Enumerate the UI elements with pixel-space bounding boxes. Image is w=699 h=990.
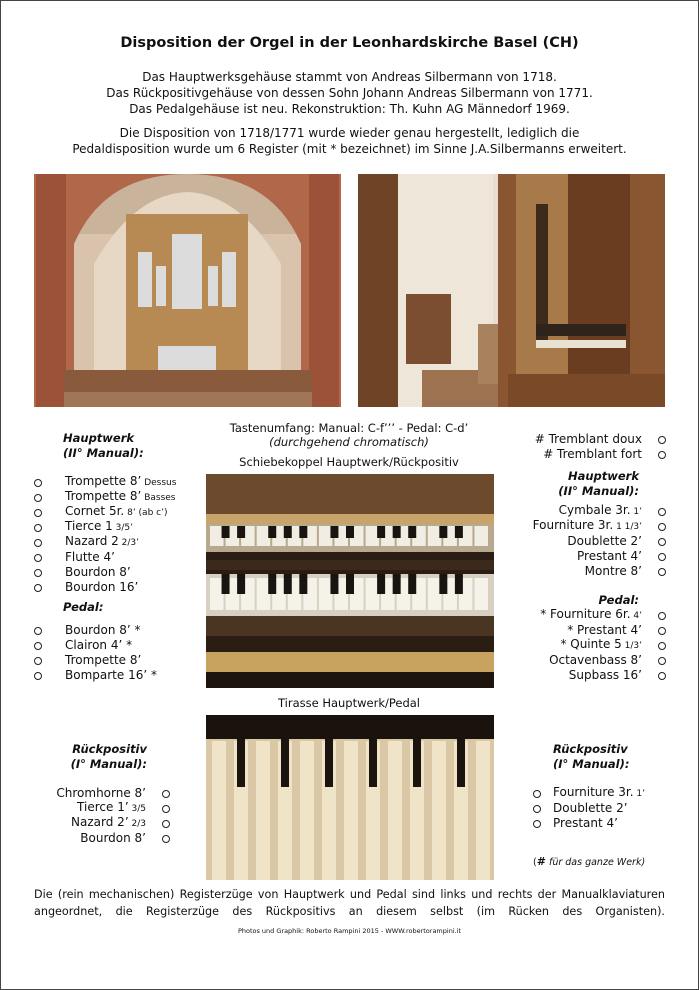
- pedal-key: [476, 741, 490, 880]
- stop-row: [500, 549, 666, 564]
- stop-name: Clairon 4’ *: [65, 638, 133, 652]
- keyboard-key: [474, 578, 488, 610]
- tremulant-list: [500, 432, 666, 462]
- stop-knob-icon[interactable]: [658, 523, 666, 531]
- stop-row: [34, 623, 157, 638]
- stop-knob-icon[interactable]: [34, 672, 42, 680]
- stop-knob-icon[interactable]: [34, 554, 42, 562]
- keyboard-sharp-key: [455, 574, 463, 594]
- pedal-key: [388, 741, 402, 880]
- pedal-sharp-key: [325, 739, 333, 787]
- stop-knob-icon[interactable]: [658, 553, 666, 561]
- keyboard-sharp-key: [393, 526, 401, 538]
- left-rp-list: [30, 786, 170, 846]
- stop-name-extra: Basses: [141, 493, 176, 503]
- pedal-sharp-key: [237, 739, 245, 787]
- stop-name: # Tremblant fort: [543, 447, 642, 461]
- right-pedal-heading: Pedal:: [598, 593, 639, 607]
- keyboard-sharp-key: [268, 526, 276, 538]
- stop-name-extra: 4’: [630, 611, 642, 621]
- keyboard-sharp-key: [330, 526, 338, 538]
- keyboard-sharp-key: [299, 526, 307, 538]
- stop-name-extra: 1 1/3’: [613, 522, 642, 532]
- stop-row: [500, 534, 666, 549]
- stop-row: [34, 550, 176, 565]
- stop-name: Cymbale 3r. 1’: [558, 503, 642, 517]
- stop-row: [500, 638, 666, 653]
- footer-line: Die (rein mechanischen) Registerzüge von Hauptwerk und Pedal sind links und rechts der Manualklaviaturen: [34, 888, 665, 901]
- range-line: Tastenumfang: Manual: C-f’’’ - Pedal: C-d’: [229, 421, 469, 435]
- stop-name: Nazard 2’ 2/3: [71, 815, 146, 829]
- keyboard-sharp-key: [284, 574, 292, 594]
- keyboard-sharp-key: [439, 526, 447, 538]
- stop-knob-icon[interactable]: [162, 805, 170, 813]
- stop-name-extra: 8’ (ab c’): [124, 508, 168, 518]
- intro-line: Die Disposition von 1718/1771 wurde wieder genau hergestellt, lediglich die: [119, 126, 580, 140]
- keyboard-sharp-key: [408, 574, 416, 594]
- stop-row: [34, 565, 176, 580]
- photo-credit: Photos und Graphik: Roberto Rampini 2015 - WWW.robertorampini.it: [237, 927, 462, 935]
- intro-block: [0, 69, 699, 117]
- stop-name: Trompette 8’ Dessus: [65, 474, 177, 488]
- right-pedal-list: [500, 608, 666, 683]
- stop-knob-icon[interactable]: [658, 451, 666, 459]
- stop-knob-icon[interactable]: [658, 568, 666, 576]
- pedal-sharp-key: [369, 739, 377, 787]
- keyboard-key: [319, 526, 333, 546]
- keyboard-sharp-key: [222, 574, 230, 594]
- stop-name: Octavenbass 8’: [549, 653, 642, 667]
- stop-knob-icon[interactable]: [533, 790, 541, 798]
- stop-name: Prestant 4’: [553, 816, 618, 830]
- range-note: (durchgehend chromatisch): [269, 435, 429, 449]
- stop-row: [533, 801, 645, 816]
- stop-knob-icon[interactable]: [533, 805, 541, 813]
- stop-name-extra: 3/5’: [112, 523, 133, 533]
- stop-name: Trompette 8’: [65, 653, 142, 667]
- right-hauptwerk-heading: Hauptwerk (II° Manual):: [558, 469, 639, 498]
- keyboard-key: [428, 526, 442, 546]
- stop-knob-icon[interactable]: [34, 642, 42, 650]
- keyboard-sharp-key: [455, 526, 463, 538]
- stop-knob-icon[interactable]: [162, 835, 170, 843]
- footer-text: [34, 886, 665, 920]
- left-hauptwerk-list: [34, 475, 176, 595]
- keyboard-sharp-key: [439, 574, 447, 594]
- left-hauptwerk-heading: Hauptwerk (II° Manual):: [63, 431, 144, 460]
- stop-name: Doublette 2’: [567, 534, 642, 548]
- pedal-key: [300, 741, 314, 880]
- stop-knob-icon[interactable]: [658, 508, 666, 516]
- stop-row: [533, 816, 645, 831]
- stop-name: Fourniture 3r. 1 1/3’: [532, 518, 642, 532]
- stop-row: [34, 475, 176, 490]
- keyboard-key: [366, 578, 380, 610]
- stop-row: [500, 623, 666, 638]
- stop-row: [533, 786, 645, 801]
- stop-knob-icon[interactable]: [162, 820, 170, 828]
- stop-name-extra: 1’: [633, 789, 645, 799]
- intro-line: Pedaldisposition wurde um 6 Register (mit * bezeichnet) im Sinne J.A.Silbermanns erweitert.: [72, 142, 627, 156]
- stop-name: # Tremblant doux: [534, 432, 642, 446]
- stop-knob-icon[interactable]: [34, 509, 42, 517]
- stop-knob-icon[interactable]: [658, 642, 666, 650]
- keyboard-sharp-key: [222, 526, 230, 538]
- keyboard-key: [428, 578, 442, 610]
- stop-knob-icon[interactable]: [658, 538, 666, 546]
- intro-line: Das Hauptwerksgehäuse stammt von Andreas Silbermann von 1718.: [142, 70, 557, 84]
- keyboard-key: [366, 526, 380, 546]
- schiebekoppel-label: Schiebekoppel Hauptwerk/Rückpositiv: [239, 455, 459, 469]
- stop-name: Cornet 5r. 8’ (ab c’): [65, 504, 168, 518]
- page-title: Disposition der Orgel in der Leonhardskirche Basel (CH): [120, 35, 579, 51]
- stop-name: * Fourniture 6r. 4’: [540, 607, 642, 621]
- left-pedal-heading: Pedal:: [63, 600, 104, 614]
- stop-knob-icon[interactable]: [34, 539, 42, 547]
- stop-knob-icon[interactable]: [34, 494, 42, 502]
- stop-row: [34, 638, 157, 653]
- stop-knob-icon[interactable]: [658, 657, 666, 665]
- tirasse-label: Tirasse Hauptwerk/Pedal: [277, 696, 421, 710]
- stop-row: [30, 786, 170, 801]
- left-rp-heading: Rückpositiv (I° Manual):: [70, 742, 147, 771]
- keyboard-sharp-key: [268, 574, 276, 594]
- pedal-sharp-key: [281, 739, 289, 787]
- intro-line: Das Rückpositivgehäuse von dessen Sohn Johann Andreas Silbermann von 1771.: [106, 86, 593, 100]
- pedal-key: [432, 741, 446, 880]
- organ-console-photo: [358, 174, 665, 407]
- right-hauptwerk-list: [500, 504, 666, 579]
- right-rp-list: [533, 786, 645, 831]
- stop-name: Montre 8’: [584, 564, 642, 578]
- keyboard-key: [257, 578, 271, 610]
- pedal-sharp-key: [413, 739, 421, 787]
- stop-name: Doublette 2’: [553, 801, 628, 815]
- stop-name: Bourdon 16’: [65, 580, 139, 594]
- pedal-key: [212, 741, 226, 880]
- organ-church-photo: [34, 174, 341, 407]
- stop-name: Supbass 16’: [568, 668, 642, 682]
- stop-name: Trompette 8’ Basses: [65, 489, 176, 503]
- stop-knob-icon[interactable]: [658, 612, 666, 620]
- keyboard-sharp-key: [299, 574, 307, 594]
- keyboard-sharp-key: [237, 574, 245, 594]
- stop-name: * Prestant 4’: [567, 623, 642, 637]
- keyboard-sharp-key: [377, 574, 385, 594]
- intro-block-2: [0, 125, 699, 157]
- stop-row: [34, 580, 176, 595]
- keyboard-sharp-key: [393, 574, 401, 594]
- intro-line: Das Pedalgehäuse ist neu. Rekonstruktion: Th. Kuhn AG Männedorf 1969.: [129, 102, 570, 116]
- stop-row: [30, 831, 170, 846]
- stop-row: [500, 564, 666, 579]
- hash-note: (# für das ganze Werk): [533, 855, 646, 868]
- stop-row: [500, 668, 666, 683]
- keyboard-sharp-key: [237, 526, 245, 538]
- keyboard-sharp-key: [346, 526, 354, 538]
- keyboard-sharp-key: [330, 574, 338, 594]
- stop-row: [500, 608, 666, 623]
- stop-name: Fourniture 3r. 1’: [553, 785, 645, 799]
- stop-knob-icon[interactable]: [34, 627, 42, 635]
- stop-knob-icon[interactable]: [34, 524, 42, 532]
- stop-name-extra: 3/5: [128, 804, 146, 814]
- keyboard-key: [474, 526, 488, 546]
- stop-row: [500, 653, 666, 668]
- stop-name: Tierce 1 3/5’: [65, 519, 133, 533]
- stop-knob-icon[interactable]: [533, 820, 541, 828]
- stop-row: [34, 535, 176, 550]
- stop-name: Bourdon 8’: [65, 565, 131, 579]
- keyboard-key: [319, 578, 333, 610]
- pedalboard-photo: [206, 715, 494, 880]
- stop-name: Bourdon 8’: [80, 831, 146, 845]
- stop-row: [30, 816, 170, 831]
- pedal-key: [344, 741, 358, 880]
- right-rp-heading: Rückpositiv (I° Manual):: [553, 742, 630, 771]
- stop-knob-icon[interactable]: [34, 569, 42, 577]
- manual-keyboards-photo: [206, 474, 494, 688]
- stop-row: [500, 504, 666, 519]
- stop-row: [34, 505, 176, 520]
- pedal-key: [256, 741, 270, 880]
- stop-row: [34, 520, 176, 535]
- stop-name-extra: 1’: [630, 507, 642, 517]
- stop-knob-icon[interactable]: [34, 584, 42, 592]
- stop-name: * Quinte 5 1/3’: [560, 637, 642, 651]
- keyboard-key: [210, 578, 224, 610]
- keyboard-sharp-key: [408, 526, 416, 538]
- stop-row: [500, 432, 666, 447]
- stop-row: [34, 490, 176, 505]
- stop-row: [500, 519, 666, 534]
- stop-row: [34, 653, 157, 668]
- stop-knob-icon[interactable]: [34, 657, 42, 665]
- stop-name: Tierce 1’ 3/5: [77, 800, 146, 814]
- keyboard-sharp-key: [377, 526, 385, 538]
- stop-knob-icon[interactable]: [658, 627, 666, 635]
- stop-knob-icon[interactable]: [162, 790, 170, 798]
- stop-name: Flutte 4’: [65, 550, 115, 564]
- stop-knob-icon[interactable]: [34, 479, 42, 487]
- stop-name: Bomparte 16’ *: [65, 668, 157, 682]
- stop-name: Prestant 4’: [577, 549, 642, 563]
- stop-name-extra: 1/3’: [621, 641, 642, 651]
- stop-name-extra: Dessus: [141, 478, 177, 488]
- pedal-sharp-key: [457, 739, 465, 787]
- stop-name: Bourdon 8’ *: [65, 623, 141, 637]
- stop-knob-icon[interactable]: [658, 436, 666, 444]
- stop-row: [34, 668, 157, 683]
- stop-name-extra: 2/3’: [118, 538, 139, 548]
- left-pedal-list: [34, 623, 157, 683]
- keyboard-key: [257, 526, 271, 546]
- keyboard-sharp-key: [284, 526, 292, 538]
- stop-row: [500, 447, 666, 462]
- stop-name: Nazard 2 2/3’: [65, 534, 139, 548]
- keyboard-key: [210, 526, 224, 546]
- stop-row: [30, 801, 170, 816]
- keyboard-sharp-key: [346, 574, 354, 594]
- stop-knob-icon[interactable]: [658, 672, 666, 680]
- stop-name: Chromhorne 8’: [56, 786, 146, 800]
- footer-line: angeordnet, die Registerzüge des Rückpositivs an diesem selbst (im Rücken des Organisten).: [34, 905, 665, 918]
- stop-name-extra: 2/3: [128, 819, 146, 829]
